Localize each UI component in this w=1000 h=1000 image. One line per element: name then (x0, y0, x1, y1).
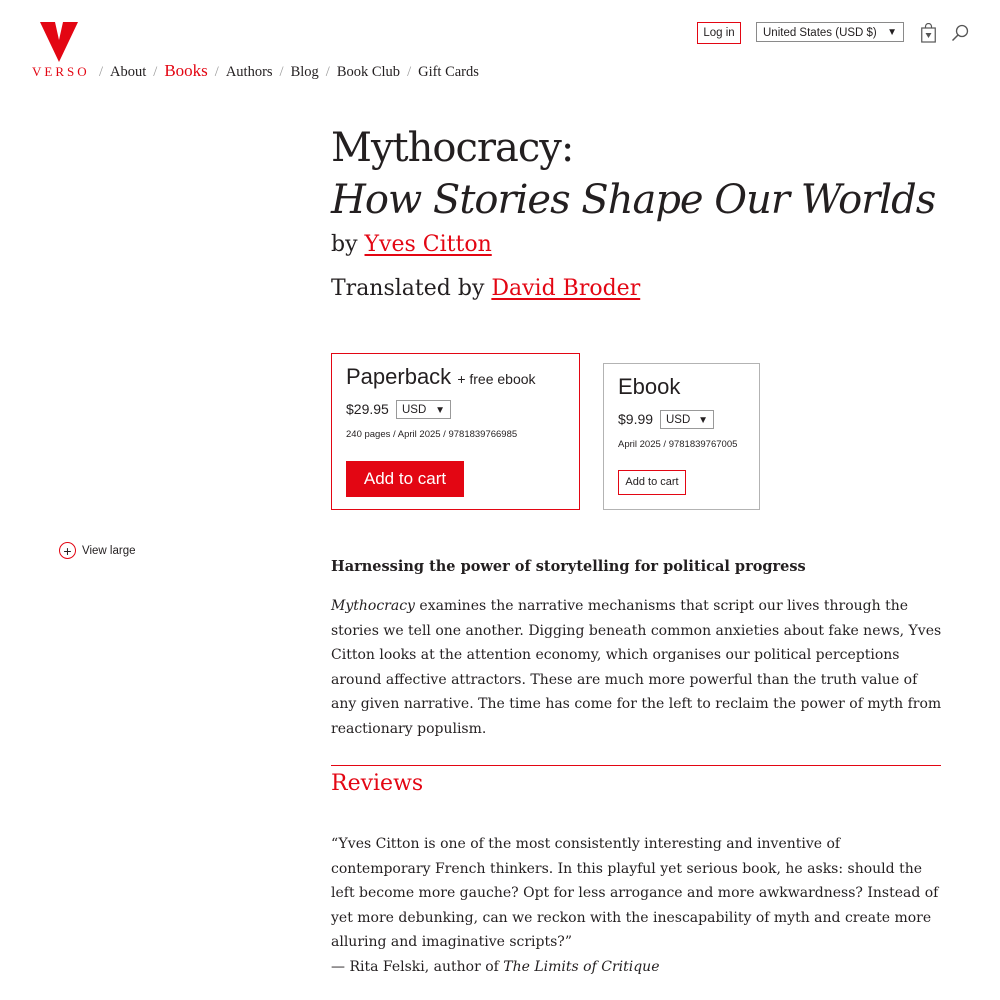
nav-separator: / (153, 64, 158, 80)
author-link[interactable]: Yves Citton (364, 232, 492, 257)
nav-item-book-club[interactable]: Book Club (336, 64, 401, 80)
review-quote: “Yves Citton is one of the most consistently interesting and inventive of contemporary French thinkers. In this playful yet serious book, he asks: should the left become more gauche? Opt for less arrogance and more awkwardness? Instead of yet more debunking, can we reckon with the inescapability of myth and create more alluring and imaginative scripts?” (331, 836, 939, 951)
add-to-cart-button[interactable]: Add to cart (346, 461, 464, 497)
author-line (331, 232, 492, 257)
nav-item-about[interactable]: About (110, 64, 147, 80)
format-name: Ebook (618, 374, 681, 399)
format-card-ebook[interactable] (603, 363, 760, 510)
nav-separator: / (99, 64, 104, 80)
chevron-down-icon: ▼ (698, 415, 708, 426)
currency-select[interactable] (756, 22, 904, 42)
format-meta: April 2025 / 9781839767005 (618, 439, 738, 450)
review-attribution-prefix: — Rita Felski, author of (331, 958, 504, 975)
nav-separator: / (325, 64, 330, 80)
nav-separator: / (279, 64, 284, 80)
currency-select-value: United States (USD $) (763, 27, 877, 39)
nav-separator: / (214, 64, 219, 80)
nav-item-books[interactable]: Books (164, 61, 208, 80)
chevron-down-icon: ▼ (887, 27, 897, 38)
currency-dropdown[interactable] (396, 400, 451, 419)
review-item (331, 832, 943, 980)
price: $9.99 (618, 411, 654, 427)
format-name-label: Paperback (346, 364, 452, 389)
currency-dropdown-value: USD (666, 414, 691, 426)
chevron-down-icon: ▼ (435, 405, 445, 416)
plus-icon: + (59, 542, 76, 559)
book-tagline: Harnessing the power of storytelling for political progress (331, 558, 806, 575)
currency-dropdown[interactable] (660, 410, 714, 429)
main-nav (92, 61, 479, 81)
translated-prefix: Translated by (331, 276, 485, 301)
description-lead: Mythocracy (331, 598, 415, 614)
nav-item-authors[interactable]: Authors (225, 64, 273, 80)
format-meta: 240 pages / April 2025 / 9781839766985 (346, 429, 518, 440)
translator-line (331, 276, 640, 301)
price: $29.95 (346, 401, 389, 417)
format-name (346, 364, 536, 390)
cart-button[interactable] (921, 23, 936, 47)
currency-dropdown-value: USD (402, 404, 427, 416)
review-attribution (331, 955, 943, 980)
description-body: examines the narrative mechanisms that script our lives through the stories we tell one another. Digging beneath common anxieties about fake news, Yves Citton looks at the attention economy, which organises our political perceptions around affective attractors. These are much more powerful than the truth value of any given narrative. The time has come for the left to reclaim the power of myth from reactionary populism. (331, 598, 942, 737)
shopping-bag-icon (921, 23, 936, 43)
view-large-label: View large (82, 544, 136, 557)
search-button[interactable] (951, 24, 969, 46)
section-divider (331, 765, 941, 766)
nav-item-gift-cards[interactable]: Gift Cards (418, 64, 479, 80)
logo-wordmark: VERSO (32, 64, 90, 79)
format-card-paperback[interactable] (331, 353, 580, 510)
reviews-heading: Reviews (331, 771, 424, 796)
add-to-cart-button[interactable]: Add to cart (618, 470, 686, 495)
book-description (331, 594, 943, 742)
translator-link[interactable]: David Broder (491, 276, 641, 301)
nav-separator: / (407, 64, 412, 80)
view-large-button[interactable] (59, 542, 136, 559)
nav-item-blog[interactable]: Blog (290, 64, 319, 80)
search-icon (951, 24, 969, 42)
login-button[interactable]: Log in (697, 22, 741, 44)
book-title-block (331, 122, 935, 226)
by-prefix: by (331, 232, 358, 257)
book-subtitle: How Stories Shape Our Worlds (331, 177, 936, 223)
format-extra: + free ebook (457, 371, 536, 387)
verso-v-logo-icon (40, 22, 78, 62)
verso-logo[interactable] (32, 22, 90, 80)
review-attribution-work: The Limits of Critique (503, 958, 660, 975)
book-title: Mythocracy: (331, 125, 574, 171)
